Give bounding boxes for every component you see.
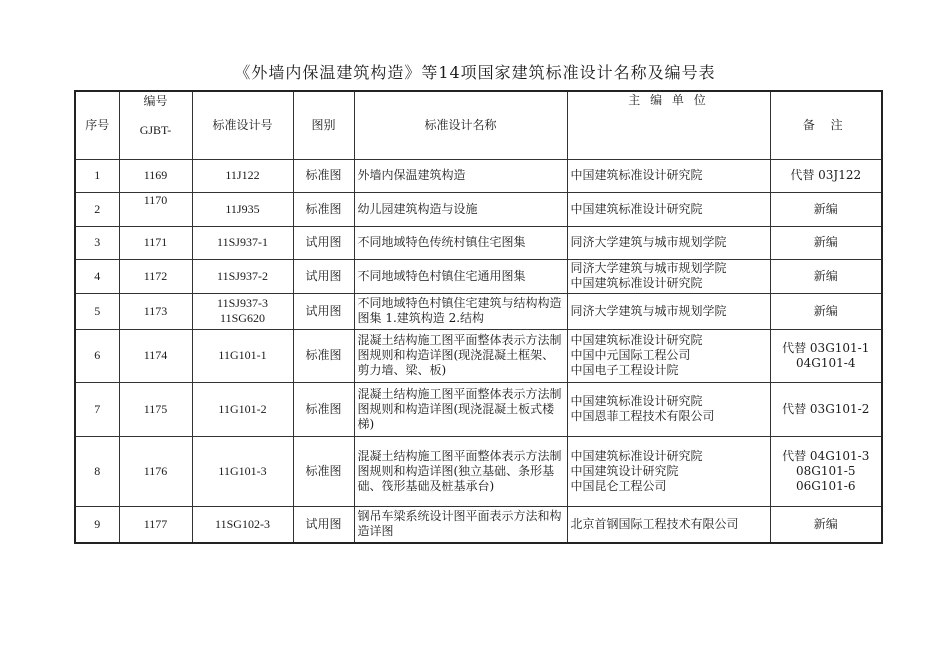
header-code-prefix: GJBT- [139, 123, 172, 137]
remark-line: 代替 03J122 [790, 168, 862, 182]
cell-seq: 6 [75, 329, 119, 382]
table-row [75, 506, 882, 543]
cell-remark [770, 192, 882, 226]
editor-line: 中国建筑标准设计研究院 [570, 394, 703, 408]
std-code-line: 11G101-3 [218, 463, 267, 478]
remark-line: 新编 [813, 201, 838, 216]
cell-editor [567, 506, 770, 543]
header-editor [567, 91, 770, 159]
std-code-line: 11J122 [225, 168, 260, 182]
cell-remark [770, 159, 882, 192]
cell-category: 标准图 [293, 159, 354, 192]
cell-code: 1170 [119, 192, 192, 226]
remark-line: 代替 04G101-3 [782, 448, 870, 463]
remark-line: 04G101-4 [796, 355, 856, 370]
editor-line: 中国建筑设计研究院 [570, 463, 679, 478]
cell-name: 外墙内保温建筑构造 [354, 159, 567, 192]
std-code-line: 11J935 [225, 201, 260, 216]
editor-line: 中国昆仑工程公司 [570, 478, 667, 493]
cell-category: 试用图 [293, 506, 354, 543]
cell-category: 标准图 [293, 192, 354, 226]
std-code-line: 11SJ937-3 [217, 296, 268, 310]
cell-editor [567, 159, 770, 192]
table-row [75, 259, 882, 293]
editor-line: 同济大学建筑与城市规划学院 [570, 303, 727, 318]
std-code-line: 11SG102-3 [215, 516, 270, 531]
cell-name: 混凝土结构施工图平面整体表示方法制图规则和构造详图(独立基础、条形基础、筏形基础及桩基承台) [354, 436, 567, 506]
cell-seq: 8 [75, 436, 119, 506]
cell-name: 不同地域特色村镇住宅通用图集 [354, 259, 567, 293]
cell-editor [567, 436, 770, 506]
table-row [75, 329, 882, 382]
cell-remark [770, 382, 882, 436]
cell-name: 幼儿园建筑构造与设施 [354, 192, 567, 226]
cell-name: 混凝土结构施工图平面整体表示方法制图规则和构造详图(现浇混凝土框架、剪力墙、梁、板) [354, 329, 567, 382]
editor-line: 中国电子工程设计院 [570, 363, 679, 377]
cell-name: 不同地域特色传统村镇住宅图集 [354, 226, 567, 259]
remark-line: 代替 03G101-2 [782, 401, 870, 416]
remark-line: 代替 03G101-1 [782, 340, 870, 355]
cell-std-code [192, 382, 293, 436]
cell-code: 1174 [119, 329, 192, 382]
cell-std-code [192, 192, 293, 226]
cell-editor [567, 192, 770, 226]
editor-line: 中国建筑标准设计研究院 [570, 276, 703, 290]
cell-editor [567, 329, 770, 382]
cell-name: 混凝土结构施工图平面整体表示方法制图规则和构造详图(现浇混凝土板式楼梯) [354, 382, 567, 436]
cell-name: 不同地域特色村镇住宅建筑与结构构造图集 1.建筑构造 2.结构 [354, 293, 567, 329]
cell-category: 标准图 [293, 382, 354, 436]
remark-line: 新编 [813, 235, 838, 249]
cell-remark [770, 436, 882, 506]
cell-code: 1169 [119, 159, 192, 192]
editor-line: 中国恩菲工程技术有限公司 [570, 409, 715, 423]
header-editor-label: 主 编 单 位 [628, 93, 709, 107]
cell-std-code [192, 506, 293, 543]
editor-line: 中国建筑标准设计研究院 [570, 448, 703, 463]
remark-line: 新编 [813, 303, 838, 318]
remark-line: 新编 [813, 516, 838, 531]
cell-code: 1177 [119, 506, 192, 543]
std-code-line: 11SJ937-1 [217, 235, 268, 249]
header-remark: 备 注 [770, 91, 882, 159]
editor-line: 中国建筑标准设计研究院 [570, 333, 703, 347]
cell-editor [567, 382, 770, 436]
table-row [75, 192, 882, 226]
header-code-label: 编号 [143, 94, 168, 108]
cell-name: 钢吊车梁系统设计图平面表示方法和构造详图 [354, 506, 567, 543]
cell-editor [567, 226, 770, 259]
cell-code: 1173 [119, 293, 192, 329]
cell-remark [770, 329, 882, 382]
table-body [75, 159, 882, 543]
editor-line: 同济大学建筑与城市规划学院 [570, 235, 727, 249]
cell-remark [770, 293, 882, 329]
header-name: 标准设计名称 [354, 91, 567, 159]
cell-seq: 7 [75, 382, 119, 436]
table-row [75, 226, 882, 259]
editor-line: 北京首钢国际工程技术有限公司 [570, 516, 739, 531]
cell-code: 1172 [119, 259, 192, 293]
cell-remark [770, 226, 882, 259]
cell-std-code [192, 329, 293, 382]
table-row [75, 436, 882, 506]
table-header-row [75, 91, 882, 159]
table-row [75, 159, 882, 192]
remark-line: 06G101-6 [796, 478, 856, 493]
header-seq: 序号 [75, 91, 119, 159]
cell-seq: 5 [75, 293, 119, 329]
cell-category: 试用图 [293, 226, 354, 259]
editor-line: 同济大学建筑与城市规划学院 [570, 261, 727, 275]
cell-category: 试用图 [293, 259, 354, 293]
cell-seq: 4 [75, 259, 119, 293]
std-code-line: 11G101-2 [218, 401, 267, 416]
editor-line: 中国中元国际工程公司 [570, 348, 691, 362]
cell-category: 标准图 [293, 436, 354, 506]
cell-category: 标准图 [293, 329, 354, 382]
cell-code: 1176 [119, 436, 192, 506]
cell-remark [770, 259, 882, 293]
cell-remark [770, 506, 882, 543]
cell-std-code [192, 226, 293, 259]
std-code-line: 11G101-1 [218, 348, 267, 362]
remark-line: 新编 [813, 268, 838, 283]
cell-editor [567, 293, 770, 329]
cell-editor [567, 259, 770, 293]
page-title: 《外墙内保温建筑构造》等14项国家建筑标准设计名称及编号表 [234, 63, 716, 82]
cell-std-code [192, 259, 293, 293]
cell-category: 试用图 [293, 293, 354, 329]
standards-table [74, 90, 883, 544]
cell-seq: 1 [75, 159, 119, 192]
cell-std-code [192, 159, 293, 192]
cell-seq: 3 [75, 226, 119, 259]
cell-code: 1175 [119, 382, 192, 436]
header-category: 图别 [293, 91, 354, 159]
cell-seq: 9 [75, 506, 119, 543]
header-std-code: 标准设计号 [192, 91, 293, 159]
cell-code: 1171 [119, 226, 192, 259]
editor-line: 中国建筑标准设计研究院 [570, 201, 703, 216]
cell-std-code [192, 293, 293, 329]
cell-std-code [192, 436, 293, 506]
remark-line: 08G101-5 [796, 463, 856, 478]
std-code-line: 11SJ937-2 [217, 268, 268, 283]
table-row [75, 382, 882, 436]
header-code [119, 91, 192, 159]
table-row [75, 293, 882, 329]
cell-seq: 2 [75, 192, 119, 226]
editor-line: 中国建筑标准设计研究院 [570, 168, 703, 182]
std-code-line: 11SG620 [220, 311, 265, 325]
